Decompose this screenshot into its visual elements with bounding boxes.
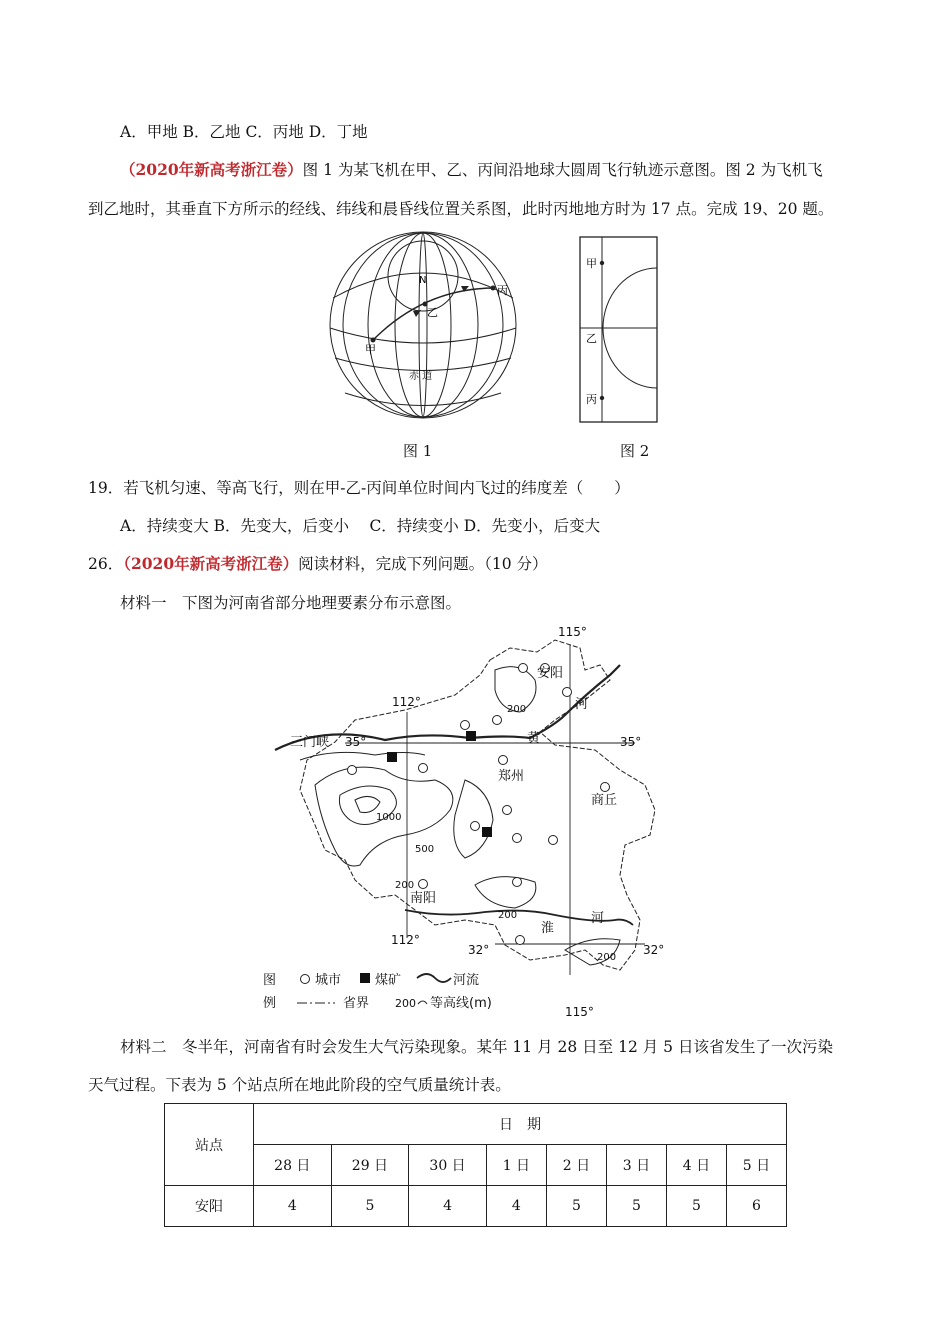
city-marker	[519, 664, 528, 673]
map-legend	[263, 972, 492, 1011]
coal-mine-marker	[466, 731, 476, 741]
date-cell: 30 日	[409, 1145, 487, 1186]
bing-label: 丙	[497, 284, 508, 297]
table-row	[165, 1186, 787, 1227]
date-header: 日 期	[254, 1104, 787, 1145]
value-cell: 4	[486, 1186, 546, 1227]
city-marker	[493, 716, 502, 725]
latitude-line	[345, 393, 501, 406]
yi-label: 乙	[427, 306, 438, 319]
value-cell: 4	[409, 1186, 487, 1227]
q26-source: （2020年新高考浙江卷）	[123, 554, 299, 573]
figure-1-globe	[325, 228, 521, 428]
jia-label: 甲	[365, 343, 376, 356]
station-cell: 安阳	[165, 1186, 254, 1227]
q26-number: 26．	[88, 555, 124, 573]
lat-35-right-label: 35°	[620, 735, 642, 749]
legend-coal: 煤矿	[375, 973, 402, 988]
date-cell: 3 日	[606, 1145, 666, 1186]
intro-source: （2020年新高考浙江卷）	[120, 160, 303, 179]
table-row	[165, 1104, 787, 1145]
intro-line-1	[120, 160, 823, 180]
contour-line	[454, 780, 493, 858]
city-marker	[516, 936, 525, 945]
city-zhengzhou: 郑州	[498, 769, 525, 784]
figure-1-caption: 图 1	[403, 442, 433, 460]
river-label-he: 河	[575, 697, 589, 712]
intro-line-2: 到乙地时，其垂直下方所示的经线、纬线和晨昏线位置关系图，此时丙地地方时为 17 点。完成 19、20 题。	[88, 200, 834, 218]
fig2-bing-label: 丙	[586, 393, 597, 406]
henan-map	[255, 620, 695, 1022]
q19-stem: 19．若飞机匀速、等高飞行，则在甲-乙-丙间单位时间内飞过的纬度差（ ）	[88, 479, 630, 497]
date-cell: 5 日	[726, 1145, 786, 1186]
figure-2-caption: 图 2	[620, 442, 650, 460]
city-shangqiu: 商丘	[591, 793, 618, 808]
coal-mine-marker	[482, 827, 492, 837]
contour-line	[300, 752, 425, 760]
coal-mine-marker	[387, 752, 397, 762]
latitude-line	[330, 328, 516, 343]
meridian	[419, 233, 427, 417]
river-label-he-huai: 河	[591, 911, 605, 926]
city-marker	[513, 834, 522, 843]
lat-35-left-label: 35°	[345, 735, 367, 749]
legend-contour-icon	[418, 1001, 427, 1004]
figure-2	[578, 235, 660, 425]
lon-112-bottom-label: 112°	[391, 933, 420, 947]
q19-options: A．持续变大 B．先变大，后变小 C．持续变小 D．先变小，后变大	[120, 517, 601, 535]
legend-city: 城市	[315, 973, 342, 988]
meridian	[395, 233, 451, 417]
legend-li: 例	[263, 996, 277, 1011]
q26-line	[88, 554, 548, 574]
value-cell: 6	[726, 1186, 786, 1227]
intro-text-1: 图 1 为某飞机在甲、乙、丙间沿地球大圆周飞行轨迹示意图。图 2 为飞机飞	[302, 161, 823, 179]
lon-115-bottom-label: 115°	[565, 1005, 594, 1019]
material-1: 材料一 下图为河南省部分地理要素分布示意图。	[120, 594, 462, 612]
city-marker	[513, 878, 522, 887]
value-cell: 5	[606, 1186, 666, 1227]
lon-112-top-label: 112°	[392, 695, 421, 709]
lon-115-top-label: 115°	[558, 625, 587, 639]
city-marker	[499, 756, 508, 765]
city-marker	[563, 688, 572, 697]
city-marker	[461, 721, 470, 730]
lat-32-left-label: 32°	[468, 943, 490, 957]
prev-question-options: A．甲地 B．乙地 C．丙地 D．丁地	[120, 123, 368, 141]
contour-line	[475, 877, 536, 908]
material-2-line-1: 材料二 冬半年，河南省有时会发生大气污染现象。某年 11 月 28 日至 12 月 5 日该省发生了一次污染	[120, 1038, 833, 1056]
river-label-huai: 淮	[541, 921, 555, 936]
air-quality-table	[164, 1103, 787, 1227]
fig2-point-bing	[600, 396, 604, 400]
fig2-jia-label: 甲	[586, 257, 597, 270]
equator-label: 赤 道	[409, 371, 433, 382]
city-anyang: 安阳	[537, 666, 564, 681]
equator-line	[335, 358, 511, 371]
legend-contour-value: 200	[395, 997, 416, 1010]
legend-tu: 图	[263, 973, 277, 988]
fig2-yi-label: 乙	[586, 332, 597, 345]
globe-outline	[330, 232, 516, 418]
date-cell: 2 日	[546, 1145, 606, 1186]
value-cell: 5	[331, 1186, 409, 1227]
city-marker	[601, 783, 610, 792]
city-marker	[549, 836, 558, 845]
city-marker	[471, 822, 480, 831]
legend-coal-icon	[360, 973, 370, 983]
value-cell: 5	[546, 1186, 606, 1227]
date-cell: 1 日	[486, 1145, 546, 1186]
date-cell: 28 日	[254, 1145, 332, 1186]
date-cell: 4 日	[666, 1145, 726, 1186]
point-bing	[491, 286, 496, 291]
contour-label: 500	[415, 844, 435, 855]
legend-city-icon	[301, 975, 310, 984]
legend-river: 河流	[453, 973, 480, 988]
point-jia	[371, 338, 376, 343]
value-cell: 5	[666, 1186, 726, 1227]
q26-text: 阅读材料，完成下列问题。（10 分）	[298, 555, 548, 573]
city-nanyang: 南阳	[410, 891, 437, 906]
city-sanmenxia: 三门峡	[290, 735, 330, 750]
city-marker	[503, 806, 512, 815]
meridian	[368, 233, 478, 417]
city-marker	[419, 764, 428, 773]
fig2-point-jia	[600, 261, 604, 265]
meridian	[343, 233, 503, 417]
contour-line	[355, 796, 380, 812]
contour-label: 1000	[376, 812, 402, 823]
city-marker	[419, 880, 428, 889]
contour-label: 200	[395, 880, 415, 891]
table-row	[165, 1145, 787, 1186]
legend-contour: 等高线(m)	[430, 996, 492, 1011]
contour-label: 200	[498, 910, 518, 921]
legend-river-icon	[417, 974, 451, 982]
river-label-huang: 黄	[527, 731, 541, 746]
contour-label: 200	[507, 704, 527, 715]
value-cell: 4	[254, 1186, 332, 1227]
legend-border: 省界	[343, 996, 370, 1011]
north-label: N	[419, 275, 427, 286]
lat-32-right-label: 32°	[643, 943, 665, 957]
flight-arrow-icon	[413, 310, 421, 317]
station-header: 站点	[165, 1104, 254, 1186]
city-marker	[348, 766, 357, 775]
contour-label: 200	[597, 952, 617, 963]
date-cell: 29 日	[331, 1145, 409, 1186]
material-2-line-2: 天气过程。下表为 5 个站点所在地此阶段的空气质量统计表。	[88, 1076, 511, 1094]
